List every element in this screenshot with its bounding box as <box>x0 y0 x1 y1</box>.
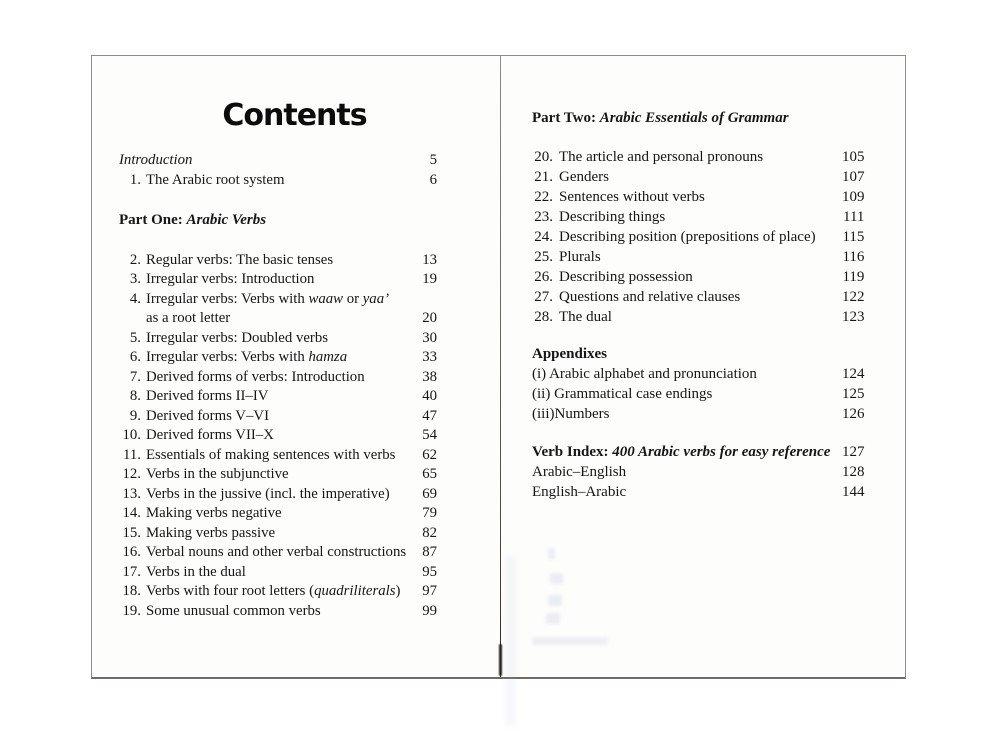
page-number: 122 <box>841 289 865 305</box>
toc-row <box>119 348 437 368</box>
page-number: 125 <box>841 386 865 402</box>
show-through-mark <box>550 573 563 584</box>
item-number: 7. <box>129 368 141 385</box>
toc-row <box>532 307 864 327</box>
toc-row <box>532 462 864 482</box>
page-number: 105 <box>841 149 865 165</box>
toc-row <box>119 524 437 544</box>
item-label <box>146 407 403 427</box>
page-number: 54 <box>422 427 437 443</box>
item-number: 14. <box>122 505 141 521</box>
page-number: 123 <box>841 309 865 325</box>
page-number: 65 <box>422 466 437 482</box>
item-number: 28. <box>534 309 553 325</box>
toc-row <box>119 465 437 485</box>
page-number: 124 <box>841 366 865 382</box>
text-run: (i) Arabic alphabet and pronunciation <box>532 366 757 382</box>
toc-row <box>119 407 437 427</box>
toc-row <box>119 309 437 329</box>
toc-left-page <box>92 56 497 677</box>
text-run: Introduction <box>119 152 193 168</box>
text-run: quadriliterals <box>314 583 396 599</box>
item-label <box>146 485 403 505</box>
item-label <box>146 582 403 602</box>
book-spread <box>91 55 906 679</box>
item-label <box>146 387 403 407</box>
text-run: Arabic Essentials of Grammar <box>599 110 789 126</box>
toc-row <box>119 504 437 524</box>
text-run: as a root letter <box>146 310 231 326</box>
item-number: 6. <box>129 349 141 365</box>
page-number: 126 <box>841 406 865 422</box>
text-run: yaa’ <box>362 290 390 307</box>
item-label <box>146 602 403 622</box>
item-number: 18. <box>122 583 141 599</box>
text-run: Derived forms II–IV <box>146 388 269 404</box>
item-label <box>559 247 830 267</box>
text-run: The dual <box>559 309 612 325</box>
item-label <box>146 426 403 446</box>
item-number: 2. <box>129 251 141 268</box>
item-label <box>146 251 403 271</box>
text-run: Some unusual common verbs <box>146 602 321 619</box>
page-number: 87 <box>422 544 437 560</box>
item-label <box>559 207 830 227</box>
toc-row <box>119 602 437 622</box>
section-heading <box>532 108 864 128</box>
text-run: Plurals <box>559 249 601 265</box>
page-number: 6 <box>429 171 437 188</box>
item-number: 20. <box>534 149 553 165</box>
item-number: 25. <box>534 249 553 265</box>
text-run: or <box>343 290 363 307</box>
spine-line <box>500 56 501 677</box>
item-label <box>559 267 830 287</box>
item-number: 4. <box>129 290 141 307</box>
page-number: 47 <box>422 407 437 424</box>
toc-row <box>119 446 437 466</box>
toc-row <box>119 582 437 602</box>
text-run: Part One: <box>119 212 187 228</box>
item-label <box>146 504 403 524</box>
page-number: 82 <box>422 524 437 541</box>
section-heading <box>119 211 437 231</box>
item-number: 12. <box>122 466 141 482</box>
page-number: 62 <box>422 446 437 463</box>
page-number: 127 <box>841 444 865 460</box>
item-number: 24. <box>534 229 553 245</box>
toc-row <box>532 167 864 187</box>
toc-row <box>119 290 437 310</box>
item-number: 3. <box>129 271 141 287</box>
text-run: Irregular verbs: Verbs with <box>146 349 309 365</box>
text-run: Describing position (prepositions of place) <box>559 229 816 245</box>
text-run: hamza <box>308 349 348 365</box>
item-number: 26. <box>534 269 553 285</box>
page-number: 79 <box>422 505 437 521</box>
item-label <box>559 167 830 187</box>
text-run: Derived forms VII–X <box>146 427 274 443</box>
toc-row <box>532 384 864 404</box>
text-run: Making verbs negative <box>146 505 282 521</box>
text-run: (ii) Grammatical case endings <box>532 386 713 402</box>
item-label <box>559 147 830 167</box>
page-number: 40 <box>422 388 437 404</box>
item-label <box>532 462 830 482</box>
item-number: 23. <box>534 209 553 225</box>
toc-block <box>532 364 864 424</box>
toc-row <box>119 329 437 349</box>
item-label <box>146 270 403 290</box>
text-run: Verbs in the jussive (incl. the imperative) <box>146 485 390 502</box>
item-label <box>559 187 830 207</box>
text-run: Describing things <box>559 209 666 225</box>
item-label <box>119 151 403 171</box>
toc-row <box>119 368 437 388</box>
text-run: The article and personal pronouns <box>559 149 764 165</box>
text-run: Sentences without verbs <box>559 189 705 205</box>
page-number: 99 <box>422 602 437 619</box>
page-number: 119 <box>842 269 865 285</box>
item-label <box>146 368 403 388</box>
contents-title: Contents <box>222 98 367 133</box>
text-run: Describing possession <box>559 269 693 285</box>
text-run: Arabic–English <box>532 464 627 480</box>
show-through-mark <box>548 548 555 559</box>
show-through-smudge <box>505 556 516 726</box>
text-run: Part Two: <box>532 110 600 126</box>
item-label <box>146 543 407 563</box>
item-number: 21. <box>534 169 553 185</box>
page-number: 5 <box>429 152 437 168</box>
item-number: 8. <box>129 388 141 404</box>
toc-row <box>119 387 437 407</box>
toc-block <box>119 251 437 622</box>
toc-row <box>532 442 864 462</box>
item-label <box>559 287 830 307</box>
text-run: Making verbs passive <box>146 524 276 541</box>
toc-row <box>119 563 437 583</box>
page-number: 97 <box>422 583 437 599</box>
item-label <box>532 364 830 384</box>
page-number: 69 <box>422 485 437 502</box>
item-number: 9. <box>129 407 141 424</box>
page-number: 20 <box>422 310 437 326</box>
page-number: 33 <box>422 349 437 365</box>
toc-row <box>532 247 864 267</box>
text-run: Verbs in the subjunctive <box>146 466 289 482</box>
text-run: Irregular verbs: Doubled verbs <box>146 329 329 346</box>
toc-right-page <box>504 56 905 677</box>
toc-block <box>119 151 437 190</box>
page-number: 144 <box>841 484 865 500</box>
item-number: 1. <box>129 171 141 188</box>
page-number: 95 <box>422 563 437 580</box>
item-number: 27. <box>534 289 553 305</box>
item-label <box>559 307 830 327</box>
item-label <box>146 446 403 466</box>
spine-shadow <box>499 644 502 676</box>
text-run: Verb Index: <box>532 444 613 460</box>
item-number: 22. <box>534 189 553 205</box>
text-run: Appendixes <box>532 346 608 362</box>
item-label <box>146 563 403 583</box>
page-number: 116 <box>842 249 865 265</box>
toc-row <box>119 270 437 290</box>
text-run: ) <box>395 583 401 599</box>
text-run: Verbs with four root letters ( <box>146 583 315 599</box>
toc-row <box>119 485 437 505</box>
item-number: 15. <box>122 524 141 541</box>
toc-row <box>532 147 864 167</box>
page-number: 107 <box>841 169 865 185</box>
toc-row <box>119 151 437 171</box>
item-number: 11. <box>123 446 141 463</box>
page-number: 111 <box>843 209 865 225</box>
item-label <box>146 348 403 368</box>
toc-row <box>532 227 864 247</box>
text-run: Essentials of making sentences with verbs <box>146 446 396 463</box>
text-run: Verbal nouns and other verbal constructions <box>146 544 407 560</box>
item-label <box>532 482 830 502</box>
book-gutter <box>497 56 504 677</box>
item-label <box>559 227 830 247</box>
item-label <box>146 171 403 191</box>
toc-row <box>119 543 437 563</box>
item-number: 10. <box>122 427 141 443</box>
page-number: 38 <box>422 368 437 385</box>
toc-row <box>532 267 864 287</box>
toc-row <box>119 426 437 446</box>
text-run: Derived forms V–VI <box>146 407 270 424</box>
toc-row <box>532 482 864 502</box>
text-run: Derived forms of verbs: Introduction <box>146 368 365 385</box>
toc-row <box>119 251 437 271</box>
text-run: Irregular verbs: Verbs with <box>146 290 309 307</box>
item-number: 19. <box>122 602 141 619</box>
show-through-mark <box>548 595 562 606</box>
text-run: waaw <box>308 290 343 307</box>
toc-block <box>532 147 864 327</box>
item-number: 16. <box>122 544 141 560</box>
item-label <box>532 384 830 404</box>
item-number: 13. <box>122 485 141 502</box>
item-label <box>146 329 403 349</box>
text-run: The Arabic root system <box>146 171 285 188</box>
page-number: 128 <box>841 464 865 480</box>
page-number: 19 <box>422 271 437 287</box>
text-run: 400 Arabic verbs for easy reference <box>612 444 831 460</box>
item-label <box>119 309 403 329</box>
toc-block <box>532 442 864 502</box>
text-run: Verbs in the dual <box>146 563 246 580</box>
text-run: Irregular verbs: Introduction <box>146 271 315 287</box>
toc-row <box>532 287 864 307</box>
text-run: Regular verbs: The basic tenses <box>146 251 334 268</box>
page-number: 30 <box>422 329 437 346</box>
show-through-mark <box>532 637 608 645</box>
page-number: 109 <box>841 189 865 205</box>
toc-row <box>532 364 864 384</box>
item-label <box>532 442 830 462</box>
text-run: Genders <box>559 169 609 185</box>
show-through-mark <box>546 613 560 624</box>
item-label <box>146 465 403 485</box>
item-number: 5. <box>129 329 141 346</box>
toc-row <box>532 187 864 207</box>
section-heading <box>532 344 864 364</box>
toc-row <box>532 404 864 424</box>
text-run: English–Arabic <box>532 484 627 500</box>
text-run: (iii)Numbers <box>532 406 610 422</box>
page-number: 13 <box>422 251 437 268</box>
item-label <box>532 404 830 424</box>
item-number: 17. <box>122 563 141 580</box>
toc-row <box>532 207 864 227</box>
page-number: 115 <box>842 229 865 245</box>
text-run: Arabic Verbs <box>186 212 267 228</box>
item-label <box>146 524 403 544</box>
text-run: Questions and relative clauses <box>559 289 741 305</box>
item-label <box>146 290 403 310</box>
toc-row <box>119 171 437 191</box>
